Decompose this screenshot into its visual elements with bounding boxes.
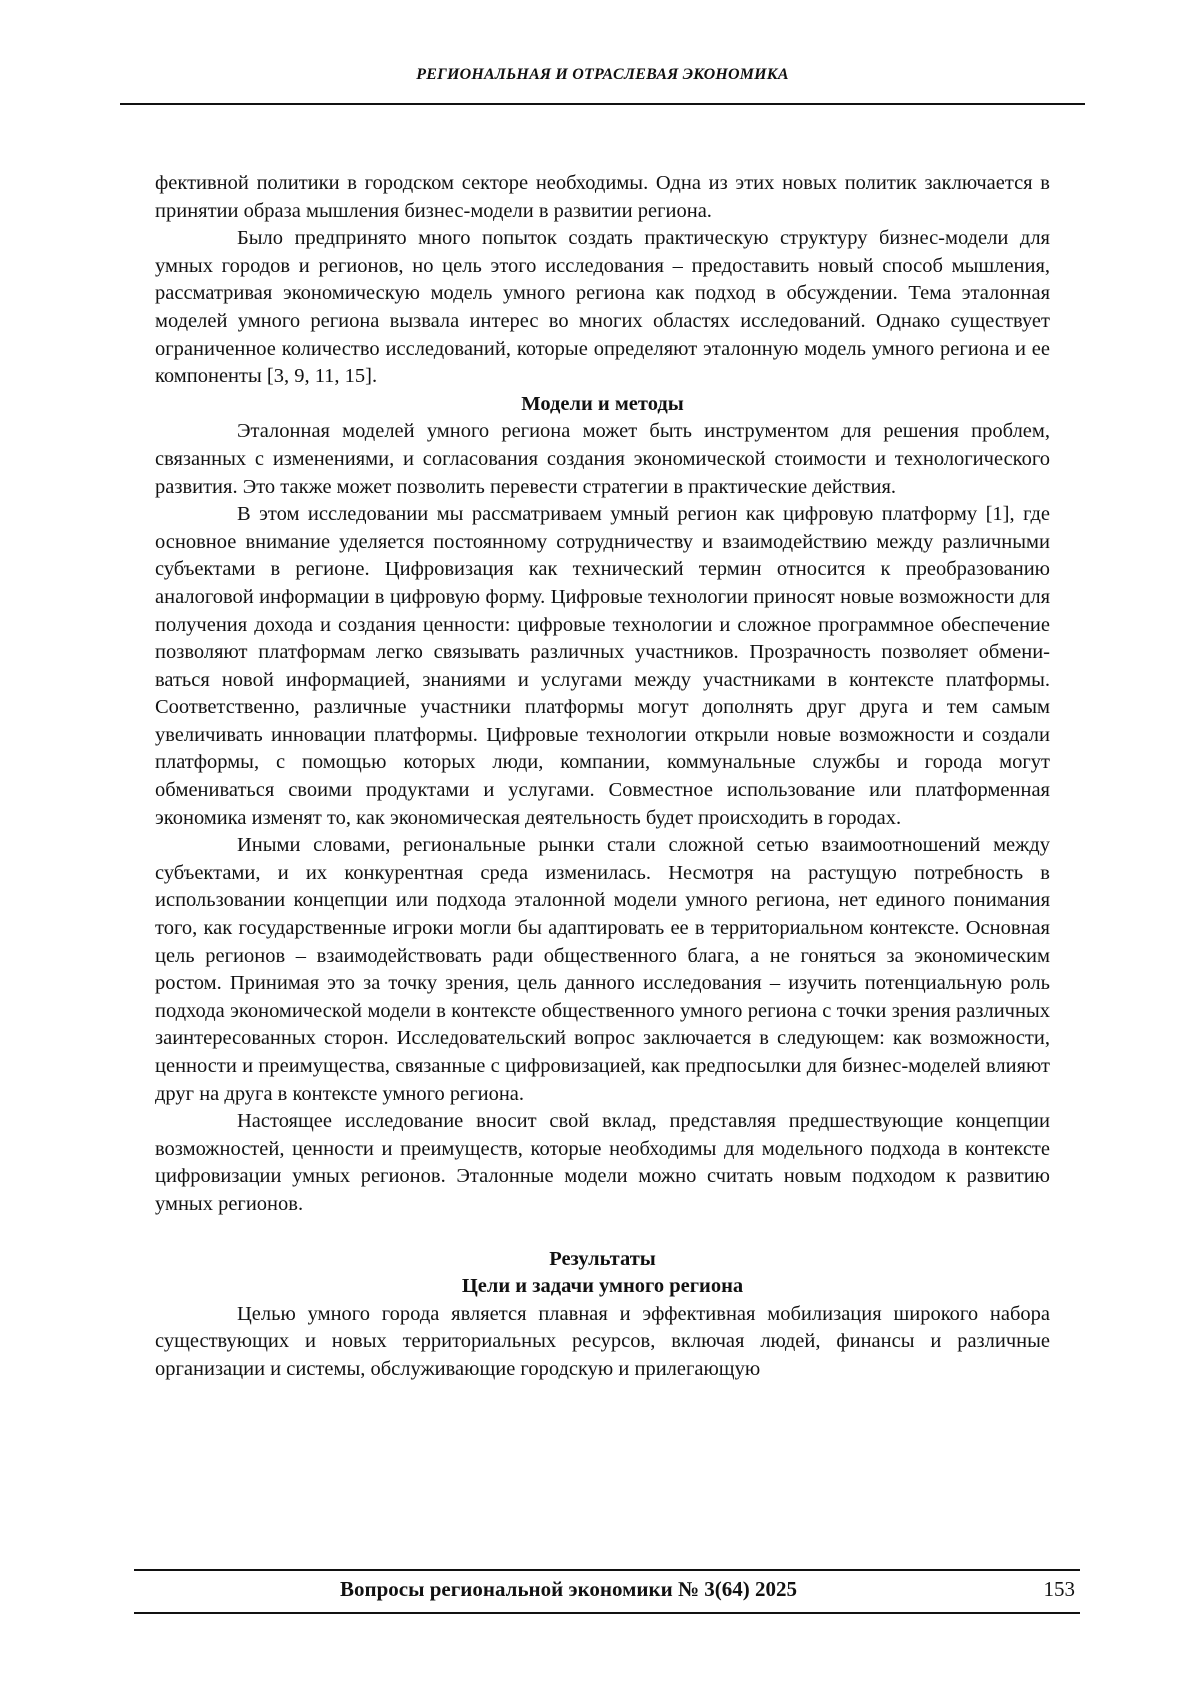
footer-rule-top [134, 1569, 1080, 1571]
paragraph: Целью умного города является плавная и эффективная мобилизация широкого набора существующих и новых территориальных ресурсов, включая людей, финансы и различные организации и системы, обслуживающие городскую и прилегающую [155, 1302, 1050, 1380]
section-heading-models: Модели и методы [521, 392, 684, 415]
subsection-heading-goals: Цели и задачи умного региона [461, 1275, 744, 1298]
page-number: 153 [1043, 1577, 1075, 1601]
paragraph-continuation: фективной политики в городском секторе необходимы. Одна из этих новых политик заключается в принятии образа мышления бизнес-модели в развитии региона. [155, 172, 1050, 222]
paragraph: Было предпринято много попыток создать практическую структуру бизнес-модели для умных городов и регионов, но цель этого исследования – предоставить новый способ мышления, рассматривая экономическую модель умного региона как подход в обсуждении. Тема эталонная моделей умного региона вызвала интерес во многих областях исследований. Однако существует ограниченное количество исследований, которые определяют эталонную модель умного региона и ее компоненты [3, 9, 11, 15]. [155, 227, 1050, 388]
running-header: РЕГИОНАЛЬНАЯ И ОТРАСЛЕВАЯ ЭКОНОМИКА [416, 66, 789, 83]
paragraph: Иными словами, региональные рынки стали сложной сетью взаимоотношений между субъектами, и их конкурентная среда изменилась. Несмотря на растущую потребность в использовании концепции или подхода эталонной модели умного региона, нет единого понимания того, как государственные игроки могли бы адаптировать ее в территориальном контексте. Основная цель регионов – взаимодействовать ради общественного блага, а не гоняться за экономическим ростом. Принимая это за точку зрения, цель данного исследования – изучить потенциальную роль подхода экономической модели в контексте общественного умного региона с точки зрения различных заинтересованных сторон. Исследовательский вопрос заключается в следующем: как возможности, ценности и преимущества, связанные с цифровизацией, как предпосылки для бизнес-моделей влияют друг на друга в контексте умного региона. [155, 834, 1050, 1105]
footer-rule-bottom [134, 1612, 1080, 1614]
article-body [155, 170, 1050, 1384]
paragraph: Эталонная моделей умного региона может быть инструментом для решения проблем, связанных с изменениями, и согласования создания экономической стоимости и технологического развития. Это также может позволить перевести стратегии в практические действия. [155, 420, 1050, 498]
section-heading-results: Результаты [549, 1247, 656, 1270]
paragraph: Настоящее исследование вносит свой вклад, представляя предшествующие концепции возможностей, ценности и преимуществ, которые необходимы для модельного подхода в контексте цифровизации умных регионов. Эталонные модели можно считать новым подходом к развитию умных регионов. [155, 1110, 1050, 1215]
header-rule [120, 103, 1085, 105]
footer-journal-title: Вопросы региональной экономики № 3(64) 2025 [340, 1577, 798, 1601]
paragraph: В этом исследовании мы рассматриваем умный регион как цифровую платформу [1], где основное внимание уделяется постоянному сотрудничеству и взаимодействию между различными субъектами в регионе. Цифровизация как технический термин относится к преобразованию аналоговой информации в цифровую форму. Цифровые технологии приносят новые возможности для получения дохода и создания ценности: цифровые технологии и сложное программное обеспечение позволяют платформам легко связывать различных участников. Прозрачность позволяет обмениваться новой информацией, знаниями и услугами между участниками в контексте платформы. Соответственно, различные участники платформы могут дополнять друг друга и тем самым увеличивать инновации платформы. Цифровые технологии открыли новые возможности и создали платформы, с помощью которых люди, компании, коммунальные службы и города могут обмениваться своими продуктами и услугами. Совместное использование или платформенная экономика изменят то, как экономическая деятельность будет происходить в городах. [155, 503, 1050, 829]
